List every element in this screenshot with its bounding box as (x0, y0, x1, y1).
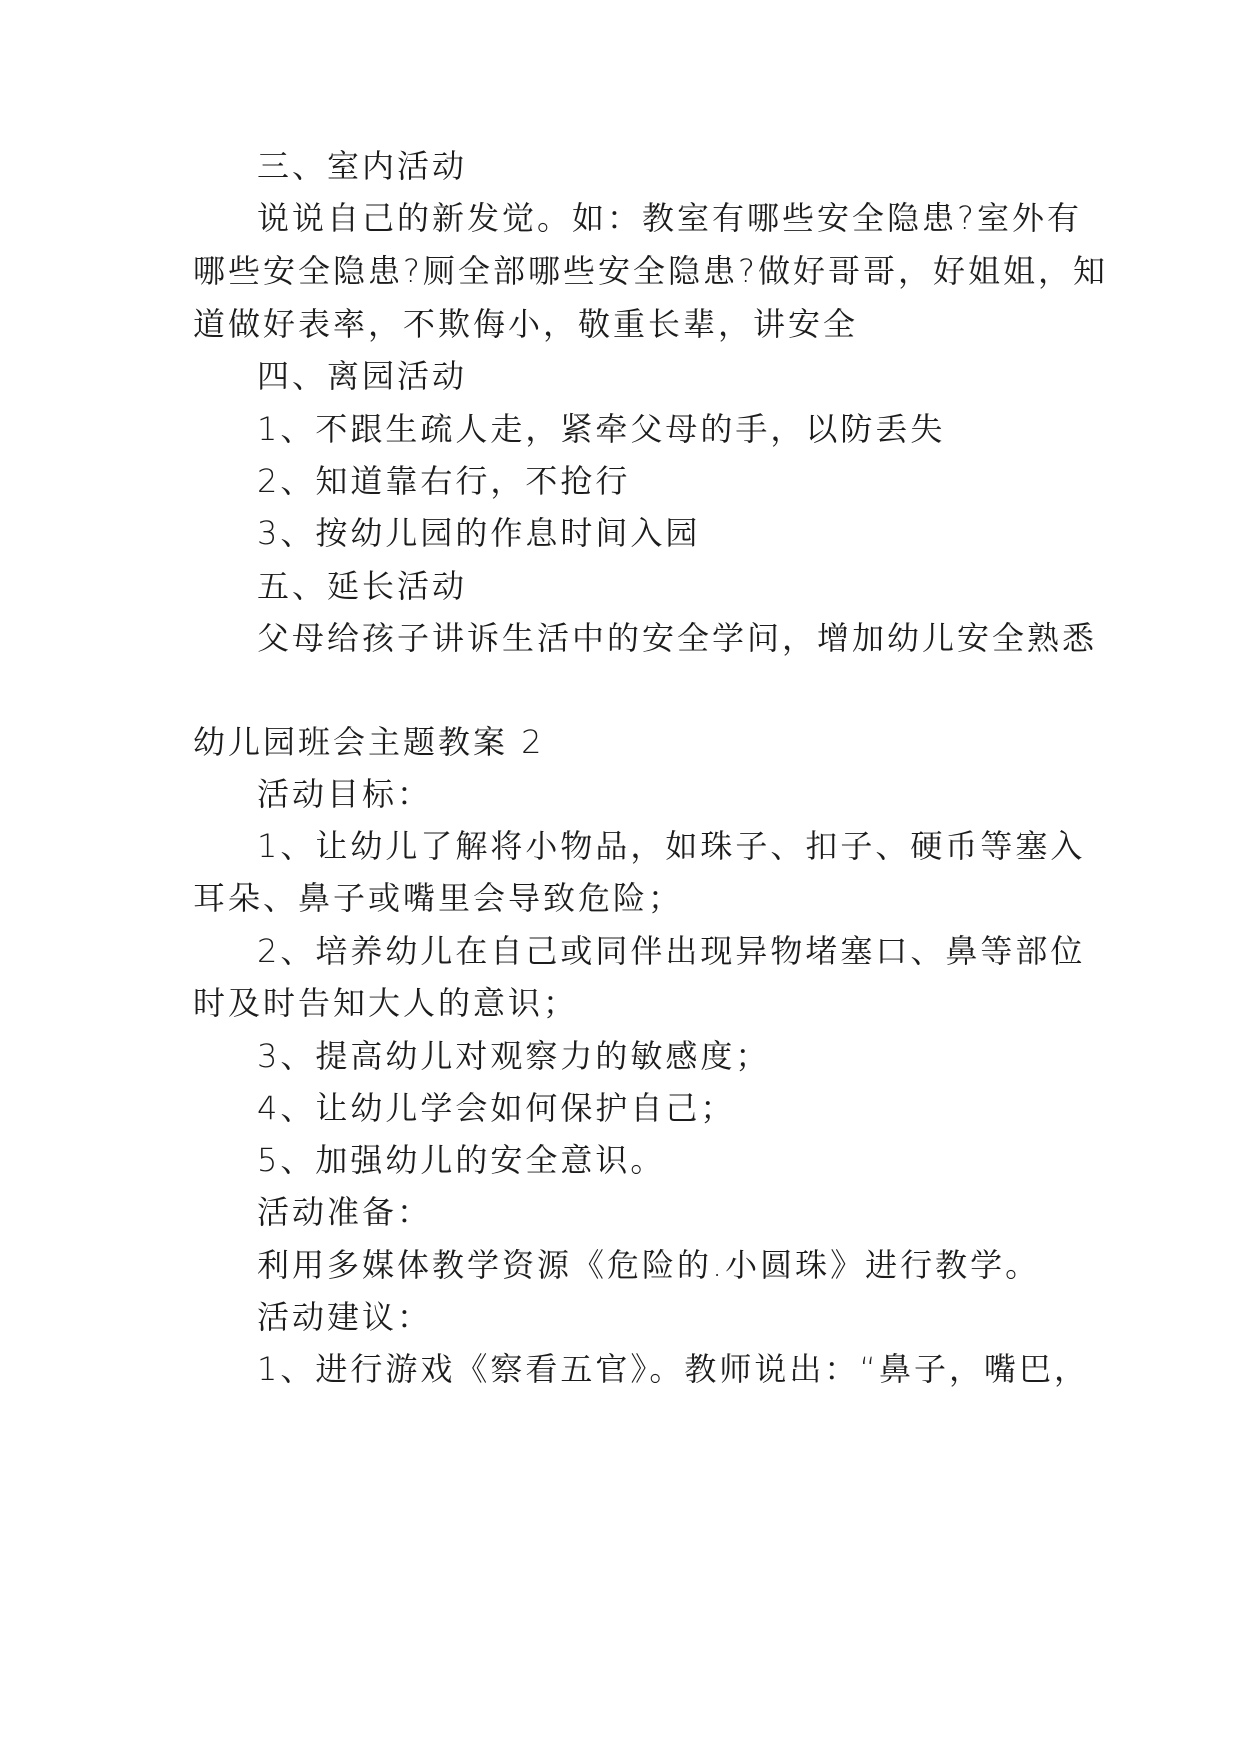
goal-3: 3、提高幼儿对观察力的敏感度； (257, 1037, 771, 1075)
goal-1-line1: 1、让幼儿了解将小物品，如珠子、扣子、硬币等塞入 (257, 827, 1086, 865)
section4-item-3: 3、按幼儿园的作息时间入园 (257, 514, 701, 552)
section3-paragraph-line1: 说说自己的新发觉。如：教室有哪些安全隐患?室外有 (257, 199, 1082, 237)
goal-5: 5、加强幼儿的安全意识。 (257, 1141, 666, 1179)
section4-item-2: 2、知道靠右行，不抢行 (257, 462, 631, 500)
goal-2-line1: 2、培养幼儿在自己或同伴出现异物堵塞口、鼻等部位 (257, 932, 1086, 970)
plan2-title: 幼儿园班会主题教案 2 (193, 723, 545, 761)
suggest-heading: 活动建议： (257, 1298, 433, 1336)
prep-heading: 活动准备： (257, 1193, 433, 1231)
section3-heading: 三、室内活动 (257, 147, 468, 185)
section3-paragraph-line3: 道做好表率，不欺侮小，敬重长辈，讲安全 (193, 305, 859, 343)
prep-text: 利用多媒体教学资源《危险的.小圆珠》进行教学。 (257, 1246, 1041, 1284)
section4-heading: 四、离园活动 (257, 357, 468, 395)
goal-4: 4、让幼儿学会如何保护自己； (257, 1089, 736, 1127)
goal-1-line2: 耳朵、鼻子或嘴里会导致危险； (193, 879, 684, 917)
goal-2-line2: 时及时告知大人的意识； (193, 984, 579, 1022)
section3-paragraph-line2: 哪些安全隐患?厕全部哪些安全隐患?做好哥哥，好姐姐，知 (193, 252, 1108, 290)
section5-heading: 五、延长活动 (257, 567, 468, 605)
suggest-item-1: 1、进行游戏《察看五官》。教师说出：“鼻子，嘴巴， (257, 1350, 1089, 1388)
section5-paragraph: 父母给孩子讲诉生活中的安全学问，增加幼儿安全熟悉 (257, 619, 1098, 657)
goals-heading: 活动目标： (257, 775, 433, 813)
section4-item-1: 1、不跟生疏人走，紧牵父母的手，以防丢失 (257, 410, 946, 448)
